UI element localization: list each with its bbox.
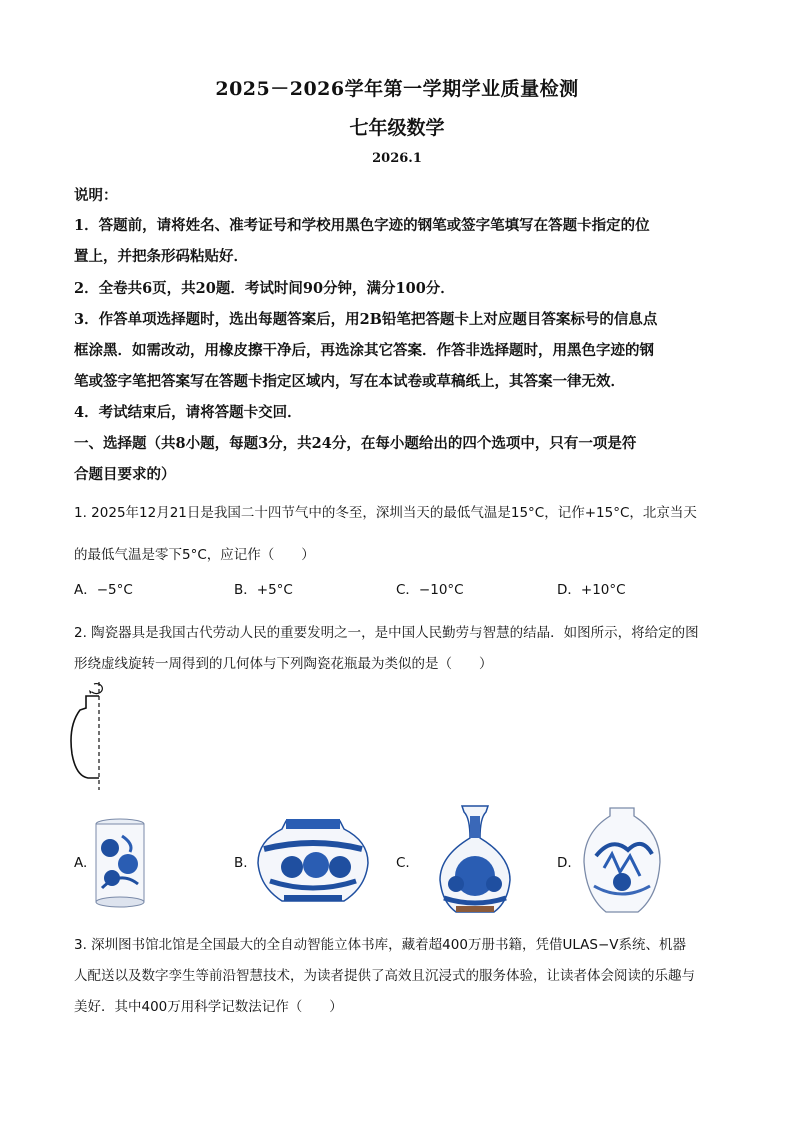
vase-d-ovoid-icon — [582, 806, 662, 914]
vase-c-bottle-icon — [436, 804, 514, 916]
q2-option-b-label: B. — [234, 855, 248, 871]
section-heading: 一、选择题（共8小题，每题3分，共24分，在每小题给出的四个选项中，只有一项是符 — [74, 435, 637, 452]
question-1-text-cont: 的最低气温是零下5°C，应记作（ ） — [74, 547, 315, 563]
q1-option-c: C．−10°C — [396, 582, 464, 598]
q1-option-d: D．+10°C — [557, 582, 626, 598]
instruction-line: 置上，并把条形码粘贴好． — [74, 248, 248, 265]
exam-title: 2025－2026学年第一学期学业质量检测 — [215, 78, 579, 100]
question-3-text: 3. 深圳图书馆北馆是全国最大的全自动智能立体书库，藏着超400万册书籍，凭借ULAS−V系统、机器 — [74, 937, 687, 953]
instruction-line: 4．考试结束后，请将答题卡交回． — [74, 404, 302, 421]
instruction-line: 框涂黑．如需改动，用橡皮擦干净后，再选涂其它答案．作答非选择题时，用黑色字迹的钢 — [74, 342, 654, 359]
vase-a-cylinder-icon — [94, 818, 146, 908]
q2-option-d-label: D. — [557, 855, 572, 871]
exam-subject: 七年级数学 — [349, 117, 445, 139]
question-1-text: 1. 2025年12月21日是我国二十四节气中的冬至，深圳当天的最低气温是15°C，记作+15°C，北京当天 — [74, 505, 697, 521]
q2-option-c-label: C. — [396, 855, 410, 871]
question-2-text: 2. 陶瓷器具是我国古代劳动人民的重要发明之一，是中国人民勤劳与智慧的结晶．如图所示，将给定的图 — [74, 625, 699, 641]
vase-b-jar-icon — [256, 815, 370, 907]
rotation-figure — [66, 680, 116, 792]
question-3-text-cont: 人配送以及数字孪生等前沿智慧技术，为读者提供了高效且沉浸式的服务体验，让读者体会阅读的乐趣与 — [74, 968, 695, 984]
question-3-text-cont2: 美好．其中400万用科学记数法记作（ ） — [74, 999, 343, 1015]
instructions-heading: 说明： — [74, 187, 118, 204]
instruction-line: 3．作答单项选择题时，选出每题答案后，用2B铅笔把答题卡上对应题目答案标号的信息点 — [74, 311, 658, 328]
exam-date: 2026.1 — [372, 151, 422, 166]
instruction-line: 2．全卷共6页，共20题．考试时间90分钟，满分100分． — [74, 280, 455, 297]
instruction-line: 1．答题前，请将姓名、准考证号和学校用黑色字迹的钢笔或签字笔填写在答题卡指定的位 — [74, 217, 650, 234]
q1-option-b: B．+5°C — [234, 582, 293, 598]
question-2-text-cont: 形绕虚线旋转一周得到的几何体与下列陶瓷花瓶最为类似的是（ ） — [74, 656, 493, 672]
q1-option-a: A．−5°C — [74, 582, 133, 598]
section-heading-cont: 合题目要求的） — [74, 466, 176, 483]
instruction-line: 笔或签字笔把答案写在答题卡指定区域内，写在本试卷或草稿纸上，其答案一律无效． — [74, 373, 625, 390]
q2-option-a-label: A. — [74, 855, 88, 871]
